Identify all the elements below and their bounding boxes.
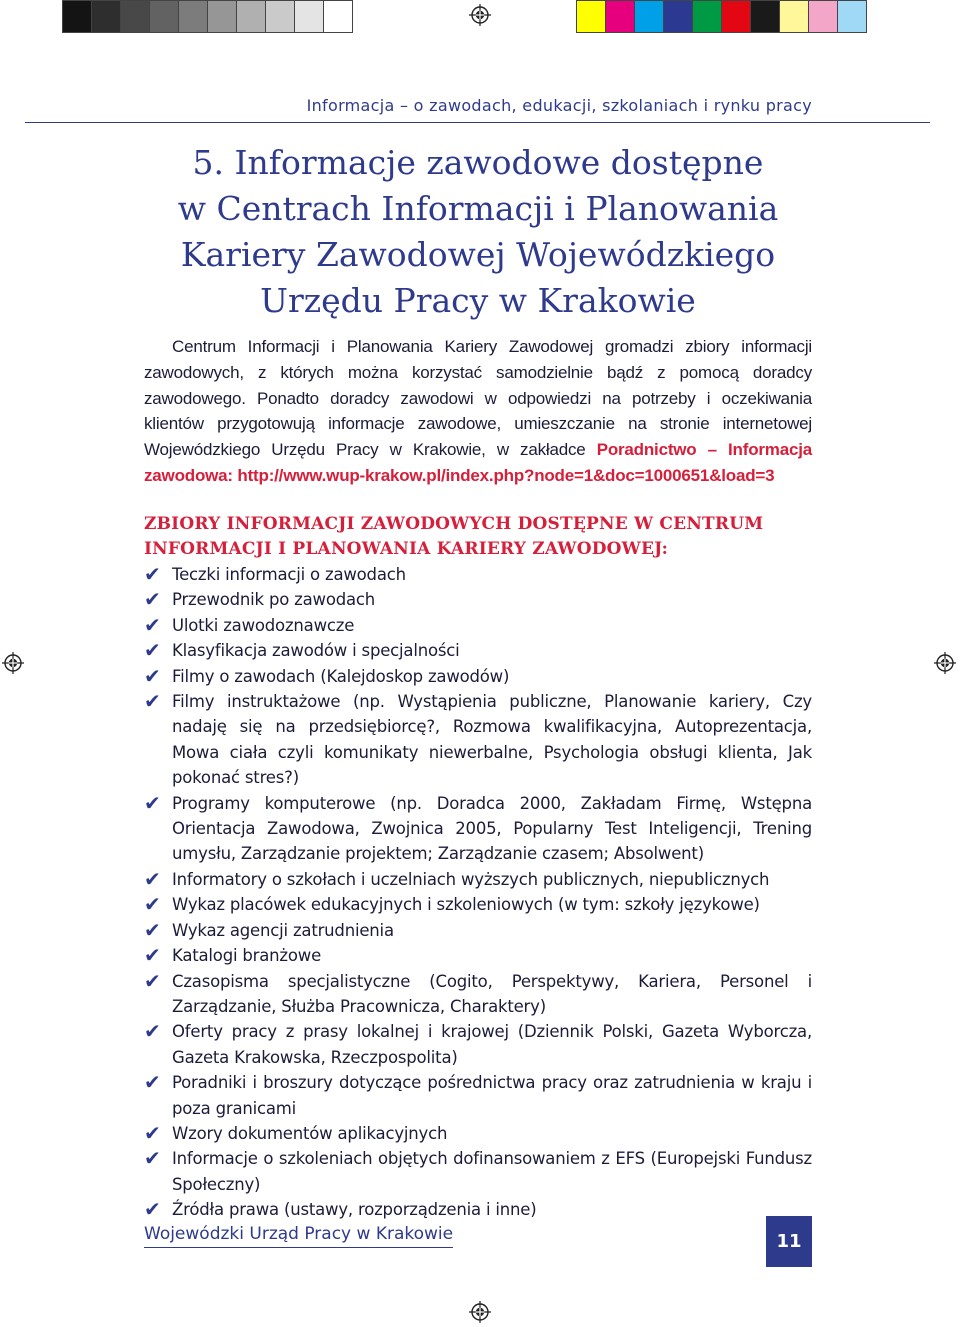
footer-publisher: Wojewódzki Urząd Pracy w Krakowie [144,1224,453,1248]
checkmark-icon: ✔ [144,790,161,815]
checkmark-icon: ✔ [144,1120,161,1145]
color-swatch [838,0,867,33]
checkmark-icon: ✔ [144,689,161,714]
checkmark-icon: ✔ [144,1019,161,1044]
color-swatch [664,0,693,33]
checkmark-icon: ✔ [144,866,161,891]
checkmark-icon: ✔ [144,562,161,586]
intro-highlight: Poradnictwo – Informacja zawodowa: [144,440,813,485]
list-item [144,892,812,917]
list-item [144,638,812,663]
registration-mark-icon [2,652,24,674]
list-item-text: Filmy instruktażowe (np. Wystąpienia publiczne, Planowanie kariery, Czy nadaję się na przedsiębiorcę?, Rozmowa kwalifikacyjna, Autoprezentacja, Mowa ciała czyli komunikaty niewerbalne, Psychologia obsługi klienta, Jak pokonać stres?) [172,692,812,788]
registration-mark-icon [469,1301,491,1323]
list-item-text: Czasopisma specjalistyczne (Cogito, Perspektywy, Kariera, Personel i Zarządzanie, Służba Pracownicza, Charaktery) [172,971,812,1016]
list-item-text: Ulotki zawodoznawcze [172,615,355,635]
list-item-text: Wzory dokumentów aplikacyjnych [172,1123,448,1143]
list-item-text: Filmy o zawodach (Kalejdoskop zawodów) [172,666,510,686]
list-item-text: Wykaz placówek edukacyjnych i szkoleniowych (w tym: szkoły językowe) [172,895,760,915]
color-swatch [693,0,722,33]
list-item [144,613,812,638]
resource-list [144,562,812,1223]
color-swatch [266,0,295,33]
registration-mark-icon [469,4,491,26]
list-item-text: Informatory o szkołach i uczelniach wyższych publicznych, niepublicznych [172,869,770,889]
list-item [144,1121,812,1146]
list-item-text: Wykaz agencji zatrudnienia [172,920,394,940]
color-swatch [121,0,150,33]
list-item [144,689,812,791]
checkmark-icon: ✔ [144,943,161,968]
list-item-text: Informacje o szkoleniach objętych dofinansowaniem z EFS (Europejski Fundusz Społeczny) [172,1149,812,1194]
color-swatch [635,0,664,33]
color-swatch [780,0,809,33]
list-item-text: Poradniki i broszury dotyczące pośrednictwa pracy oraz zatrudnienia w kraju i poza granicami [172,1073,812,1118]
checkmark-icon: ✔ [144,1146,161,1171]
registration-grayscale-bar [62,0,353,31]
checkmark-icon: ✔ [144,638,161,663]
list-item [144,587,812,612]
checkmark-icon: ✔ [144,587,161,612]
checkmark-icon: ✔ [144,1197,161,1222]
list-item [144,1146,812,1197]
list-item [144,1197,812,1222]
checkmark-icon: ✔ [144,968,161,993]
list-item [144,664,812,689]
list-item-text: Źródła prawa (ustawy, rozporządzenia i inne) [172,1200,537,1220]
checkmark-icon: ✔ [144,917,161,942]
intro-paragraph [144,334,812,489]
intro-text: Centrum Informacji i Planowania Kariery Zawodowej gromadzi zbiory informacji zawodowych, z których można korzystać samodzielnie bądź z pomocą doradcy zawodowego. Ponadto doradcy zawodowi w odpowiedzi na potrzeby i oczekiwania klientów przygotowują informacje zawodowe, umieszczanie na stronie internetowej Wojewódzkiego Urzędu Pracy w Krakowie, w zakładce [144,337,812,460]
list-item [144,918,812,943]
list-item [144,562,812,587]
title-line: Kariery Zawodowej Wojewódzkiego [180,235,776,274]
checkmark-icon: ✔ [144,663,161,688]
color-swatch [62,0,92,33]
checkmark-icon: ✔ [144,612,161,637]
title-line: 5. Informacje zawodowe dostępne [192,143,764,182]
checkmark-icon: ✔ [144,892,161,917]
registration-color-bar [576,0,867,31]
color-swatch [751,0,780,33]
list-item-text: Katalogi branżowe [172,946,322,966]
color-swatch [150,0,179,33]
list-item [144,943,812,968]
list-item [144,867,812,892]
list-item [144,1070,812,1121]
color-swatch [179,0,208,33]
page-number: 11 [766,1216,812,1267]
color-swatch [237,0,266,33]
title-line: w Centrach Informacji i Planowania [177,189,779,228]
list-item [144,969,812,1020]
color-swatch [295,0,324,33]
section-heading: ZBIORY INFORMACJI ZAWODOWYCH DOSTĘPNE W CENTRUM INFORMACJI I PLANOWANIA KARIERY ZAWODOWEJ: [144,514,764,559]
list-item-text: Programy komputerowe (np. Doradca 2000, Zakładam Firmę, Wstępna Orientacja Zawodowa, Zwojnica 2005, Popularny Test Inteligencji, Trening umysłu, Zarządzanie projektem; Zarządzanie czasem; Absolwent) [172,793,812,864]
list-item-text: Teczki informacji o zawodach [172,565,406,584]
title-line: Urzędu Pracy w Krakowie [260,281,696,320]
list-item-text: Przewodnik po zawodach [172,590,376,610]
intro-link[interactable]: http://www.wup-krakow.pl/index.php?node=1&doc=1000651&load=3 [237,465,775,485]
page-title [140,140,816,324]
checkmark-icon: ✔ [144,1070,161,1095]
color-swatch [722,0,751,33]
list-item [144,791,812,867]
header-rule [25,122,930,123]
color-swatch [809,0,838,33]
color-swatch [208,0,237,33]
list-item [144,1019,812,1070]
color-swatch [606,0,635,33]
color-swatch [324,0,353,33]
list-item-text: Oferty pracy z prasy lokalnej i krajowej (Dziennik Polski, Gazeta Wyborcza, Gazeta Krakowska, Rzeczpospolita) [172,1022,812,1067]
list-item-text: Klasyfikacja zawodów i specjalności [172,641,460,661]
running-head: Informacja – o zawodach, edukacji, szkolaniach i rynku pracy [306,96,812,115]
registration-mark-icon [934,652,956,674]
color-swatch [576,0,606,33]
color-swatch [92,0,121,33]
